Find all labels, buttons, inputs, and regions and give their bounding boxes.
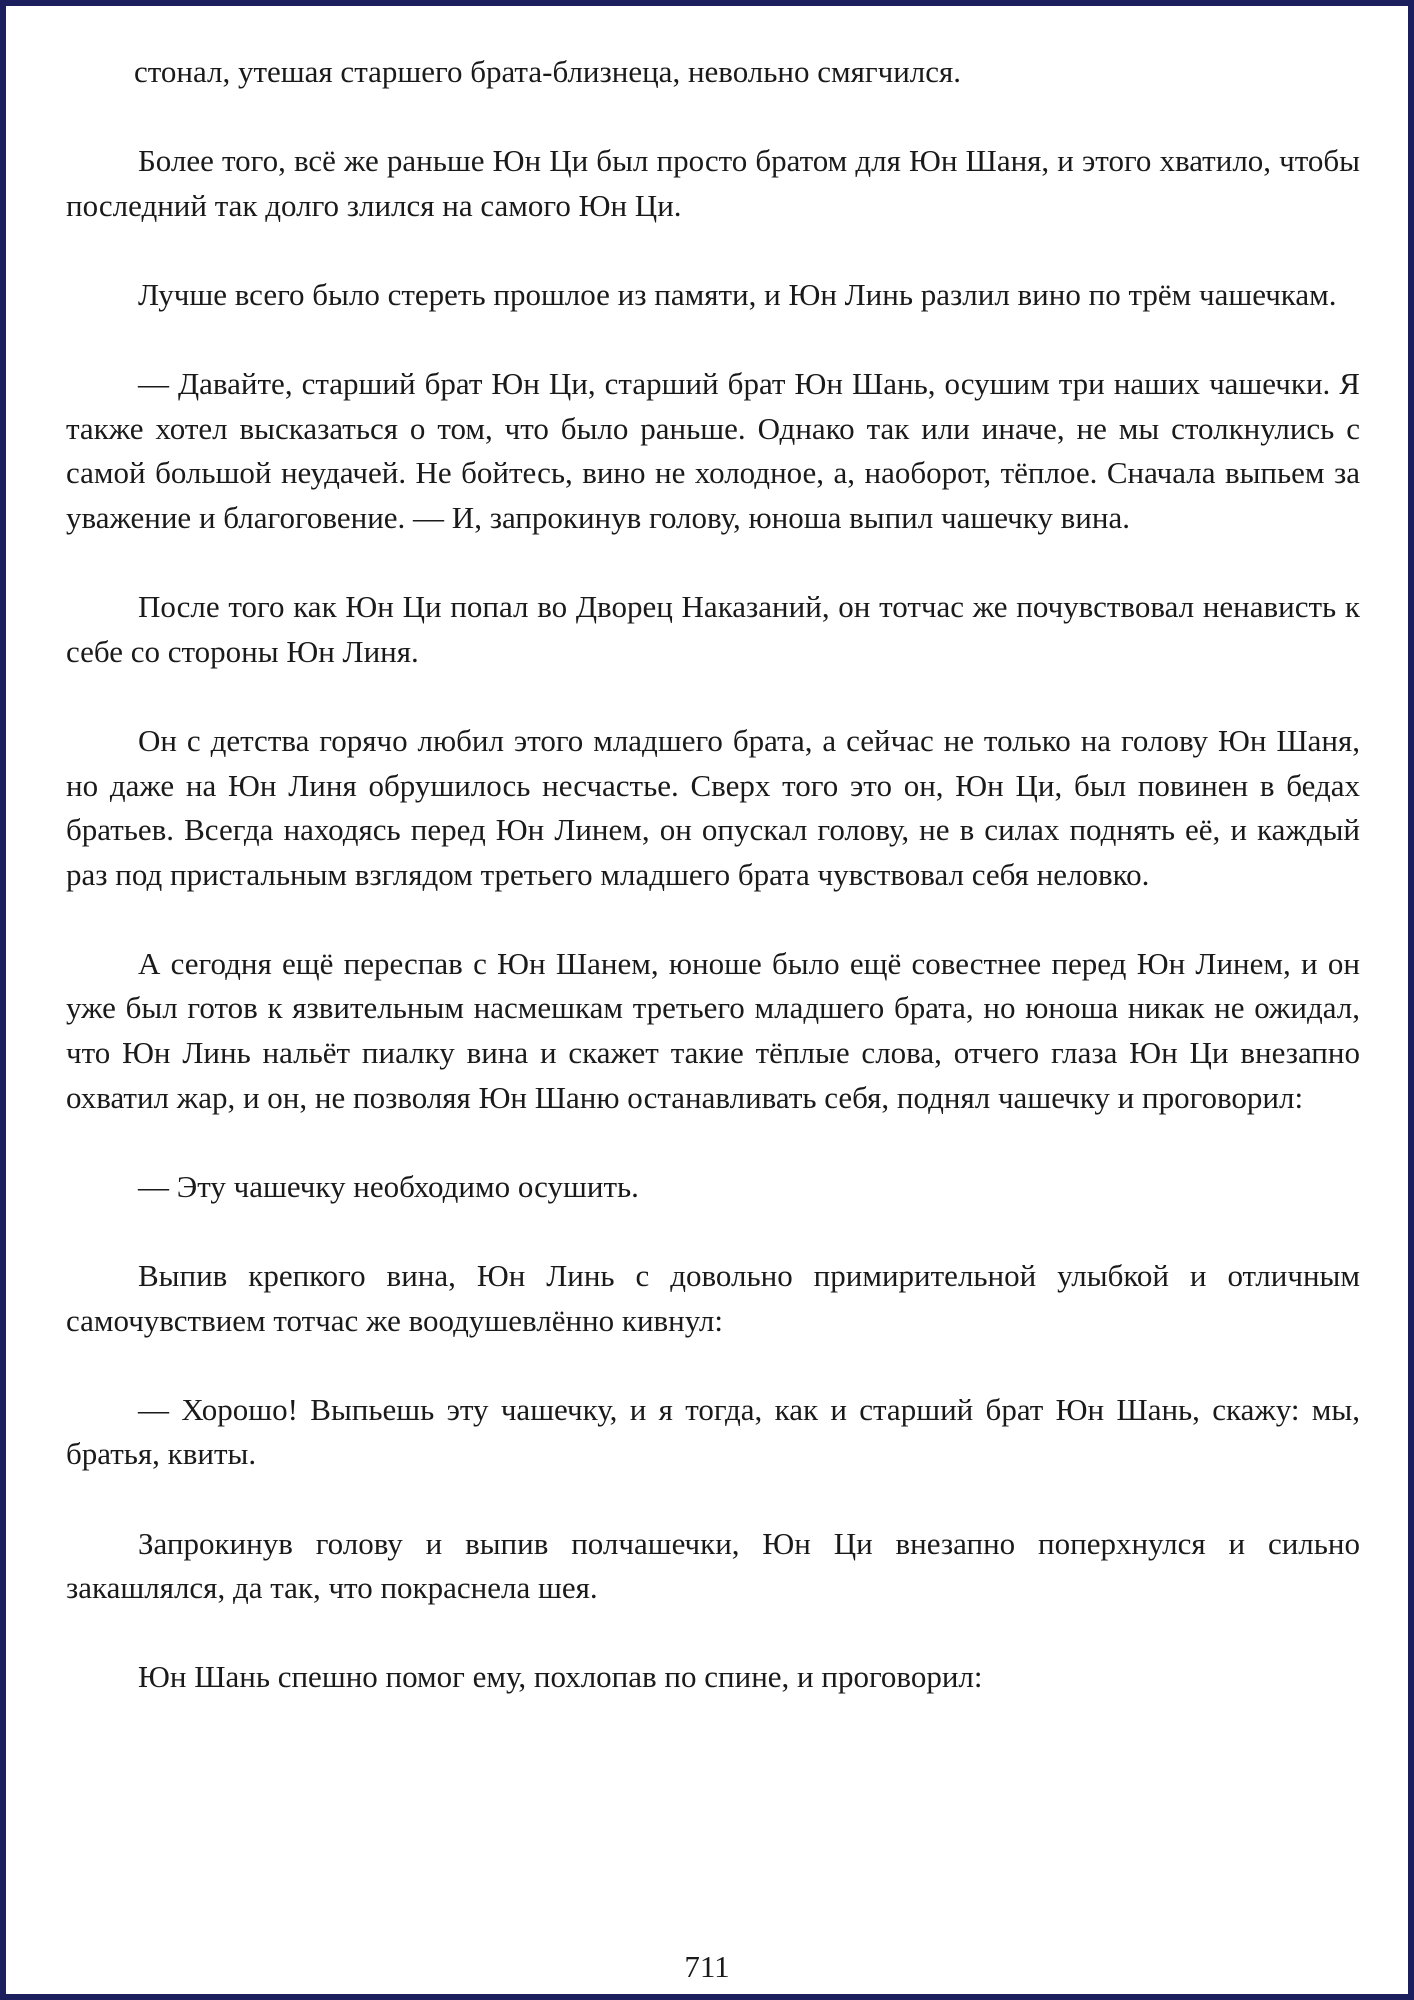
paragraph-6: Он с детства горячо любил этого младшего брата, а сейчас не только на голову Юн Шаня, но даже на Юн Линя обрушилось несчастье. Сверх того это он, Юн Ци, был повинен в бедах братьев. Всегда находясь перед Юн Линем, он опускал голову, не в силах поднять её, и каждый раз под пристальным взглядом третьего младшего брата чувствовал себя неловко. (66, 722, 1360, 892)
paragraph-10: — Хорошо! Выпьешь эту чашечку, и я тогда, как и старший брат Юн Шань, скажу: мы, братья, квиты. (66, 1391, 1360, 1472)
text-body (66, 50, 1360, 1700)
paragraph-9: Выпив крепкого вина, Юн Линь с довольно примирительной улыбкой и отличным самочувствием тотчас же воодушевлённо кивнул: (66, 1258, 1360, 1338)
paragraph-4: — Давайте, старший брат Юн Ци, старший брат Юн Шань, осушим три наших чашечки. Я также хотел высказаться о том, что было раньше. Однако так или иначе, не мы столкнулись с самой большой неудачей. Не бойтесь, вино не холодное, а, наоборот, тёплое. Сначала выпьем за уважение и благоговение. — И, запрокинув голову, юноша выпил чашечку вина. (66, 366, 1360, 535)
paragraph-12: Юн Шань спешно помог ему, похлопав по спине, и проговорил: (138, 1659, 983, 1695)
paragraph-7: А сегодня ещё переспав с Юн Шанем, юноше было ещё совестнее перед Юн Линем, и он уже был готов к язвительным насмешкам третьего младшего брата, но юноша никак не ожидал, что Юн Линь нальёт пиалку вина и скажет такие тёплые слова, отчего глаза Юн Ци внезапно охватил жар, и он, не позволяя Юн Шаню останавливать себя, поднял чашечку и проговорил: (66, 945, 1360, 1115)
page-number: 711 (684, 1949, 730, 1984)
paragraph-1: стонал, утешая старшего брата-близнеца, невольно смягчился. (134, 54, 962, 89)
paragraph-8: — Эту чашечку необходимо осушить. (138, 1168, 639, 1204)
paragraph-5: После того как Юн Ци попал во Дворец Наказаний, он тотчас же почувствовал ненависть к себе со стороны Юн Линя. (66, 589, 1360, 669)
paragraph-11: Запрокинув голову и выпив полчашечки, Юн Ци внезапно поперхнулся и сильно закашлялся, да так, что покраснела шея. (66, 1525, 1360, 1606)
paragraph-2: Более того, всё же раньше Юн Ци был просто братом для Юн Шаня, и этого хватило, чтобы последний так долго злился на самого Юн Ци. (66, 143, 1360, 223)
paragraph-3: Лучше всего было стереть прошлое из памяти, и Юн Линь разлил вино по трём чашечкам. (138, 276, 1337, 312)
